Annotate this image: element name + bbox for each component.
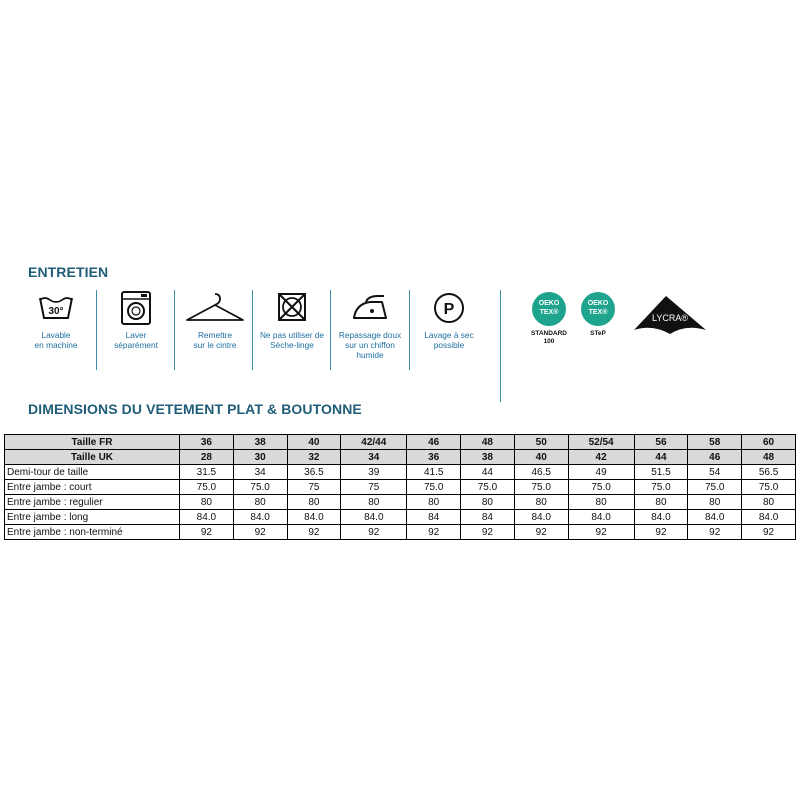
table-cell: 75.0: [742, 480, 796, 495]
table-cell: 75.0: [634, 480, 688, 495]
table-cell: 84.0: [180, 510, 234, 525]
size-table: [4, 434, 796, 540]
table-cell: 84.0: [287, 510, 341, 525]
row-label: Taille FR: [5, 435, 180, 450]
sub-line: STANDARD: [531, 330, 567, 337]
table-cell: 84: [407, 510, 461, 525]
table-cell: 92: [407, 525, 461, 540]
washing-machine-icon: [119, 290, 153, 326]
table-cell: 44: [461, 465, 515, 480]
oeko-tex-standard-100: [525, 292, 573, 346]
table-cell: 92: [634, 525, 688, 540]
table-cell: 56.5: [742, 465, 796, 480]
table-cell: 36: [407, 450, 461, 465]
table-cell: 92: [568, 525, 634, 540]
table-row: [5, 465, 796, 480]
table-cell: 92: [287, 525, 341, 540]
divider: [500, 290, 501, 402]
table-cell: 31.5: [180, 465, 234, 480]
table-cell: 75.0: [688, 480, 742, 495]
table-cell: 38: [461, 450, 515, 465]
table-cell: 48: [461, 435, 515, 450]
row-label: Entre jambe : long: [5, 510, 180, 525]
table-cell: 28: [180, 450, 234, 465]
divider: [409, 290, 410, 370]
dry-clean-letter: P: [443, 301, 455, 318]
table-cell: 58: [688, 435, 742, 450]
table-cell: 38: [233, 435, 287, 450]
row-label: Entre jambe : court: [5, 480, 180, 495]
table-cell: 46: [688, 450, 742, 465]
table-cell: 80: [287, 495, 341, 510]
row-label: Taille UK: [5, 450, 180, 465]
label-line: en machine: [34, 340, 78, 350]
table-cell: 84.0: [341, 510, 407, 525]
care-section-title: ENTRETIEN: [28, 264, 109, 280]
table-cell: 75: [341, 480, 407, 495]
label-line: sur un chiffon: [345, 340, 395, 350]
table-cell: 75: [287, 480, 341, 495]
care-item-iron: [332, 290, 408, 378]
table-cell: 80: [461, 495, 515, 510]
dimensions-section-title: DIMENSIONS DU VETEMENT PLAT & BOUTONNE: [28, 401, 362, 417]
table-cell: 84.0: [742, 510, 796, 525]
label-line: séparément: [114, 340, 158, 350]
table-cell: 32: [287, 450, 341, 465]
table-cell: 42/44: [341, 435, 407, 450]
care-label-separate: [98, 330, 174, 350]
table-cell: 75.0: [180, 480, 234, 495]
table-cell: 56: [634, 435, 688, 450]
care-item-dry-clean: [411, 290, 487, 378]
table-cell: 80: [180, 495, 234, 510]
table-cell: 49: [568, 465, 634, 480]
table-cell: 80: [233, 495, 287, 510]
table-cell: 80: [341, 495, 407, 510]
divider: [174, 290, 175, 370]
table-cell: 50: [514, 435, 568, 450]
care-item-wash: [18, 290, 94, 378]
badge-line: TEX®: [588, 309, 608, 316]
sub-line: 100: [543, 338, 555, 345]
table-cell: 30: [233, 450, 287, 465]
care-label-iron: [332, 330, 408, 360]
label-line: Lavage à sec: [424, 330, 474, 340]
table-cell: 46.5: [514, 465, 568, 480]
table-cell: 84.0: [688, 510, 742, 525]
row-label: Entre jambe : non-terminé: [5, 525, 180, 540]
table-cell: 75.0: [514, 480, 568, 495]
badge-line: OEKO: [587, 300, 609, 307]
label-line: Repassage doux: [338, 330, 402, 340]
table-row: [5, 480, 796, 495]
hanger-icon: [183, 290, 247, 326]
no-tumble-dry-icon: [275, 290, 309, 326]
divider: [252, 290, 253, 370]
care-item-separate: [98, 290, 174, 378]
table-cell: 84.0: [233, 510, 287, 525]
table-cell: 46: [407, 435, 461, 450]
table-cell: 41.5: [407, 465, 461, 480]
label-line: humide: [356, 350, 384, 360]
table-cell: 48: [742, 450, 796, 465]
wash-temperature: 30°: [48, 306, 64, 317]
table-header-row: [5, 450, 796, 465]
table-cell: 51.5: [634, 465, 688, 480]
label-line: possible: [433, 340, 465, 350]
table-cell: 80: [514, 495, 568, 510]
wash-30-icon: [36, 290, 76, 326]
oeko-tex-badge: [532, 292, 566, 326]
care-label-no-dryer: [254, 330, 330, 350]
table-cell: 80: [407, 495, 461, 510]
divider: [330, 290, 331, 370]
table-cell: 54: [688, 465, 742, 480]
table-cell: 40: [514, 450, 568, 465]
table-cell: 52/54: [568, 435, 634, 450]
iron-icon: [348, 290, 392, 326]
table-cell: 60: [742, 435, 796, 450]
oeko-tex-subtitle: [525, 330, 573, 346]
table-cell: 84.0: [514, 510, 568, 525]
care-item-no-dryer: [254, 290, 330, 378]
table-cell: 80: [688, 495, 742, 510]
table-cell: 39: [341, 465, 407, 480]
care-item-hanger: [176, 290, 254, 378]
label-line: Ne pas utiliser de: [259, 330, 325, 340]
table-cell: 42: [568, 450, 634, 465]
table-cell: 75.0: [233, 480, 287, 495]
table-cell: 34: [233, 465, 287, 480]
care-label-dry-clean: [411, 330, 487, 350]
table-cell: 44: [634, 450, 688, 465]
table-cell: 84: [461, 510, 515, 525]
table-row: [5, 495, 796, 510]
table-cell: 92: [180, 525, 234, 540]
table-cell: 92: [341, 525, 407, 540]
table-cell: 75.0: [461, 480, 515, 495]
table-cell: 80: [568, 495, 634, 510]
table-cell: 80: [742, 495, 796, 510]
table-cell: 36.5: [287, 465, 341, 480]
label-line: sur le cintre: [193, 340, 237, 350]
badge-line: TEX®: [539, 309, 559, 316]
table-cell: 75.0: [568, 480, 634, 495]
table-cell: 92: [461, 525, 515, 540]
table-cell: 80: [634, 495, 688, 510]
row-label: Entre jambe : regulier: [5, 495, 180, 510]
care-label-wash: [18, 330, 94, 350]
table-cell: 34: [341, 450, 407, 465]
oeko-tex-subtitle: [574, 330, 622, 338]
table-cell: 40: [287, 435, 341, 450]
label-line: Lavable: [41, 330, 71, 340]
table-cell: 92: [233, 525, 287, 540]
label-line: Sèche-linge: [270, 340, 314, 350]
oeko-tex-badge: [581, 292, 615, 326]
table-cell: 84.0: [634, 510, 688, 525]
dry-clean-p-icon: [431, 290, 467, 326]
table-cell: 92: [514, 525, 568, 540]
table-cell: 84.0: [568, 510, 634, 525]
oeko-tex-step: [574, 292, 622, 338]
label-line: Remettre: [197, 330, 233, 340]
table-cell: 75.0: [407, 480, 461, 495]
table-cell: 36: [180, 435, 234, 450]
row-label: Demi-tour de taille: [5, 465, 180, 480]
sub-line: STeP: [590, 330, 606, 337]
table-header-row: [5, 435, 796, 450]
table-cell: 92: [688, 525, 742, 540]
lycra-logo: [630, 292, 710, 338]
table-row: [5, 510, 796, 525]
lycra-logo-text: LYCRA®: [652, 313, 688, 323]
table-row: [5, 525, 796, 540]
label-line: Laver: [125, 330, 147, 340]
care-label-hanger: [176, 330, 254, 350]
divider: [96, 290, 97, 370]
badge-line: OEKO: [538, 300, 560, 307]
table-cell: 92: [742, 525, 796, 540]
